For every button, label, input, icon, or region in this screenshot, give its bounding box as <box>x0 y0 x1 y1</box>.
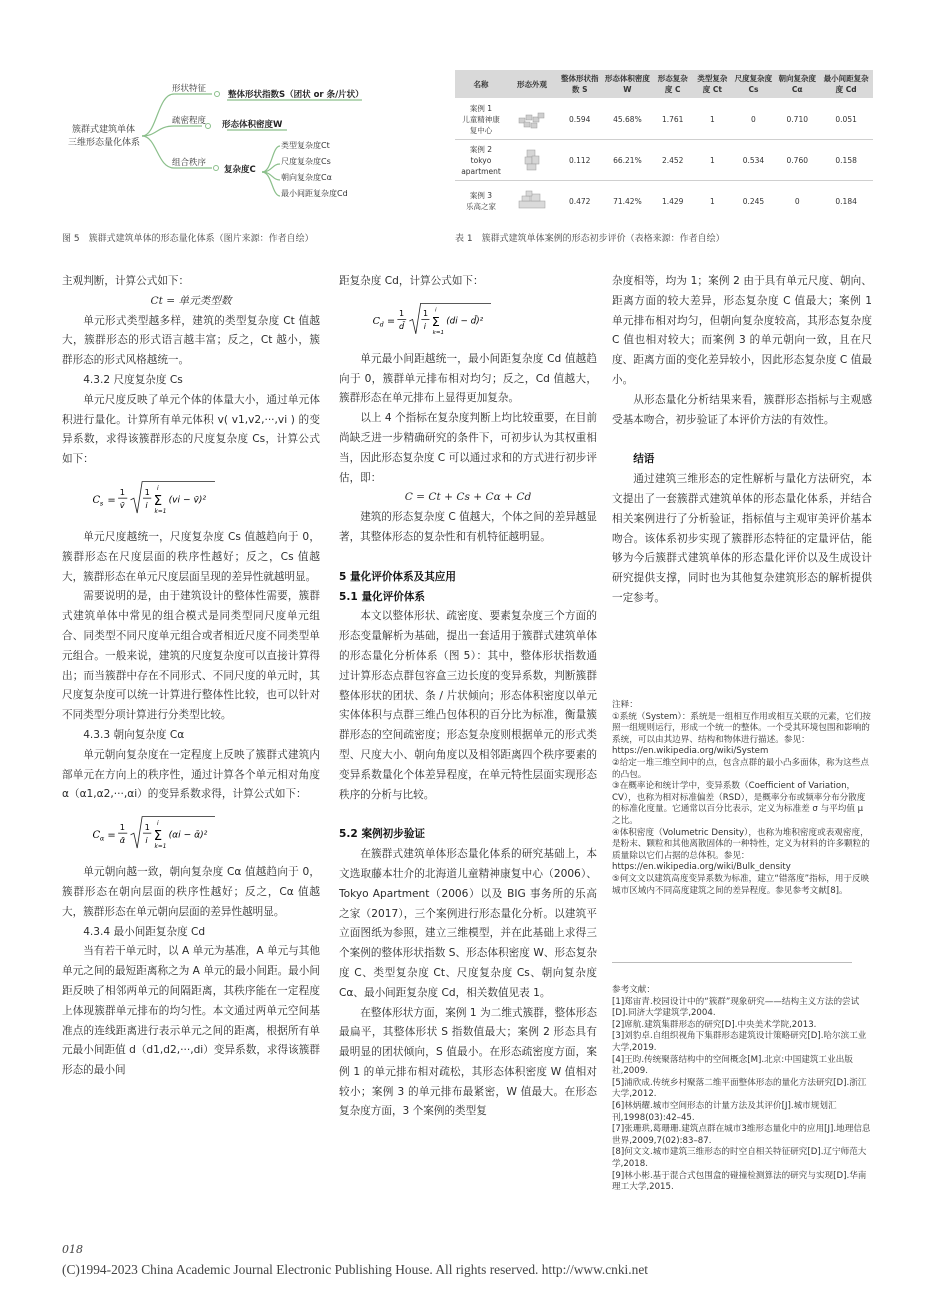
fig5-sub-type: 类型复杂度Ct <box>281 141 330 150</box>
svg-text:k=1: k=1 <box>154 509 167 516</box>
copyright-footer: (C)1994-2023 China Academic Journal Electronic Publishing House. All rights reserved. http://www.cnki.net <box>62 1262 648 1277</box>
svg-text:Σ: Σ <box>153 828 163 844</box>
fig5-root-line2: 三维形态量化体系 <box>68 138 141 148</box>
references-section <box>612 985 872 1194</box>
table-row <box>455 99 873 140</box>
table1-cell: 1 <box>693 140 732 181</box>
page-number: 018 <box>62 1243 83 1256</box>
svg-text:C: C <box>92 830 101 842</box>
svg-text:(di − d̄)²: (di − d̄)² <box>446 316 484 327</box>
note-item: ④体积密度（Volumetric Density），也称为堆积密度或表观密度，是粉末、颗粒和其他离散固体的一种特性，定义为材料的许多颗粒的质量除以它们占据的总体积。参见：https://en.wikipedia.org/wiki/Bulk_density <box>612 827 870 873</box>
table1-cell: 0.112 <box>557 140 602 181</box>
svg-text:ᾱ: ᾱ <box>119 835 126 846</box>
svg-text:i: i <box>157 485 159 492</box>
table1-header: 朝向复杂度 Cα <box>775 70 819 99</box>
reference-item: [4]王昀.传统聚落结构中的空间概念[M].北京:中国建筑工业出版社,2009. <box>612 1054 853 1077</box>
svg-text:1: 1 <box>119 821 126 832</box>
table1-cell: 71.42% <box>602 181 652 222</box>
divider <box>612 962 852 963</box>
table1-cell: 1.761 <box>652 99 693 140</box>
svg-text:d: d <box>379 320 384 329</box>
case1-thumbnail <box>507 99 557 140</box>
svg-text:(αi − ᾱ)²: (αi − ᾱ)² <box>168 830 208 841</box>
table1-cell: 1 <box>693 181 732 222</box>
case2-thumbnail <box>507 140 557 181</box>
formula-c-sum: C = Ct + Cs + Cα + Cd <box>404 491 532 504</box>
table1-cell: 0.184 <box>819 181 873 222</box>
table1-caption: 表 1 簇群式建筑单体案例的形态初步评价（表格来源：作者自绘） <box>455 234 725 244</box>
svg-text:i: i <box>423 321 427 331</box>
svg-text:k=1: k=1 <box>432 329 445 336</box>
table1-case-name: 案例 2 tokyo apartment <box>455 140 507 181</box>
svg-text:=: = <box>387 315 396 327</box>
reference-item: [2]席航.建筑集群形态的研究[D].中央美术学院,2013. <box>612 1019 817 1030</box>
paragraph: 需要说明的是，由于建筑设计的整体性需要，簇群式建筑单体中常见的组合模式是同类型同尺度单元组合、同类型不同尺度单元组合或者相近尺度不同类型单元组合。一般来说，建筑的尺度复杂度可以直接计算得出；而当簇群中存在不同形式、不同尺度的单元时，其尺度复杂度可以统一计算进行整体性比较，也可以针对不同类型分项计算进行分类型比较。 <box>62 590 320 722</box>
note-item: ①系统（System）：系统是一组相互作用或相互关联的元素，它们按照一组规则运行，形成一个统一的整体。一个受其环境包围和影响的系统，可以由其边界、结构和物体进行描述。参见：https://en.wikipedia.org/wiki/System <box>612 711 871 757</box>
fig5-complexity: 复杂度C <box>224 165 256 175</box>
notes-title: 注释： <box>612 700 638 710</box>
reference-item: [6]林炳耀.城市空间形态的计量方法及其评价[J].城市规划汇刊,1998(03):42–45. <box>612 1100 837 1123</box>
paragraph: 单元朝向越一致，朝向复杂度 Cα 值越趋向于 0，簇群形态在朝向层面的秩序性越好；反之，Cα 值越大，簇群形态在单元朝向层面的差异性越明显。 <box>62 866 320 918</box>
table1-header: 形态体积密度 W <box>602 70 652 99</box>
section-heading: 4.3.3 朝向复杂度 Cα <box>83 728 185 741</box>
svg-text:d̄: d̄ <box>399 321 405 331</box>
svg-text:1: 1 <box>144 821 150 832</box>
table1-cell: 0.760 <box>775 140 819 181</box>
table-row <box>455 181 873 222</box>
table1-cell: 0.051 <box>819 99 873 140</box>
fig5-volume-density: 形态体积密度W <box>222 120 283 130</box>
paragraph: 建筑的形态复杂度 C 值越大，个体之间的差异越显著，其整体形态的复杂性和有机特征越明显。 <box>339 511 597 543</box>
text-column-2 <box>339 272 597 1122</box>
svg-text:Σ: Σ <box>431 314 440 330</box>
reference-item: [5]浦欣成.传统乡村聚落二维平面整体形态的量化方法研究[D].浙江大学,2012. <box>612 1077 867 1100</box>
svg-text:Σ: Σ <box>153 493 163 509</box>
paragraph: 从形态量化分析结果来看，簇群形态指标与主观感受基本吻合，初步验证了本评价方法的有效性。 <box>612 393 872 426</box>
conclusion-heading: 结语 <box>633 453 655 466</box>
paragraph: 单元最小间距越统一，最小间距复杂度 Cd 值越趋向于 0，簇群单元排布相对均匀；反之，Cd 值越大，簇群形态在单元排布上显得更加复杂。 <box>339 352 597 405</box>
paragraph: 以上 4 个指标在复杂度判断上均比较重要，在目前尚缺乏进一步精确研究的条件下，可初步认为其权重相当，因此形态复杂度 C 可以通过求和的方式进行初步评估，即： <box>339 412 597 484</box>
paragraph: 通过建筑三维形态的定性解析与量化方法研究，本文提出了一套簇群式建筑单体的形态量化体系，并结合相关案例进行了分析验证，指标值与主观审美评价基本吻合。该体系初步实现了簇群形态特征的定量评估，能够为今后簇群式建筑单体的形态量化评价以及生成设计研究提供支撑，同时也为其他复杂建筑形态的解析提供一定参考。 <box>612 473 872 604</box>
reference-item: [3]刘豹卓.自组织视角下集群形态建筑设计策略研究[D].哈尔滨工业大学,2019. <box>612 1031 867 1053</box>
table1 <box>455 70 873 222</box>
table-row <box>455 140 873 181</box>
table1-case-name: 案例 3 乐高之家 <box>455 181 507 222</box>
svg-text:1: 1 <box>423 308 429 318</box>
table1-header: 最小间距复杂度 Cd <box>819 70 873 99</box>
table1-cell: 0.534 <box>732 140 776 181</box>
paragraph: 当有若干单元时，以 A 单元为基准，A 单元与其他单元之间的最短距离称之为 A 单元的最小间距。最小间距反映了相邻两单元的间隔距离，其秩序能在一定程度上体现簇群单元排布的均匀性。本文通过两单元空间基准点的连线距离进行表示单元之间的距离，根据所有单元最小间距值 d（d1,d2,···,di）变异系数，求得该簇群形态的最小间 <box>62 945 320 1077</box>
formula-calpha <box>62 805 292 863</box>
case3-thumbnail <box>507 181 557 222</box>
svg-text:α: α <box>99 834 105 843</box>
table1-header: 形态复杂度 C <box>652 70 693 99</box>
references-title: 参考文献： <box>612 985 655 995</box>
svg-text:1: 1 <box>399 308 405 318</box>
svg-text:i: i <box>145 835 148 846</box>
table1-cell: 45.68% <box>602 99 652 140</box>
table1-header-row <box>455 70 873 99</box>
formula-cd <box>339 292 569 350</box>
table1-cell: 0 <box>775 181 819 222</box>
figure5-tree-diagram <box>62 80 442 220</box>
svg-text:i: i <box>157 821 159 828</box>
svg-text:i: i <box>435 307 437 314</box>
paragraph: 本文以整体形状、疏密度、要素复杂度三个方面的形态变量解析为基础，提出一套适用于簇群式建筑单体的形态量化分析体系（图 5）：其中，整体形状指数通过计算形态点群包容盒三边长度的变异系数，判断簇群整体形状的团状、条 / 片状倾向；形态体积密度以单元实体体积与点群三维凸包体积的百分比为标准，衡量簇群形态的空间疏密度；形态复杂度则根据单元的形式类型、尺度大小、朝向角度以及相邻距离四个秩序要素的变异系数量化个体差异程度，在单元特性层面实现形态秩序的分析与比较。 <box>339 610 597 801</box>
paragraph: 单元朝向复杂度在一定程度上反映了簇群式建筑内部单元在方向上的秩序性，通过计算各个单元相对角度 α（α1,α2,···,αi）的变异系数求得，计算公式如下： <box>62 748 320 801</box>
fig5-shape-index: 整体形状指数S（团状 or 条/片状） <box>228 90 364 100</box>
fig5-cat-shape: 形状特征 <box>172 84 207 94</box>
svg-text:=: = <box>107 830 116 842</box>
table1-cell: 0 <box>732 99 776 140</box>
table1-header: 尺度复杂度 Cs <box>732 70 776 99</box>
table1-cell: 0.472 <box>557 181 602 222</box>
table1-header: 类型复杂度 Ct <box>693 70 732 99</box>
section-heading: 4.3.4 最小间距复杂度 Cd <box>83 925 206 938</box>
paragraph: 单元尺度反映了单元个体的体量大小，通过单元体积进行量化。计算所有单元体积 v( v1,v2,···,vi ) 的变异系数，求得该簇群形态的尺度复杂度 Cs，计算公式如下： <box>62 393 320 466</box>
formula-cs <box>62 470 292 528</box>
note-item: ⑤何文文以建筑高度变异系数为标准，建立“错落度”指标，用于反映城市区域内不同高度建筑之间的差异程度。参见参考文献[8]。 <box>612 873 870 896</box>
paragraph: 单元尺度越统一，尺度复杂度 Cs 值越趋向于 0，簇群形态在尺度层面的秩序性越好；反之，Cs 值越大，簇群形态在单元尺度层面呈现的差异性就越明显。 <box>62 530 320 583</box>
svg-text:s: s <box>99 499 104 508</box>
fig5-sub-distance: 最小间距复杂度Cd <box>281 189 348 198</box>
reference-item: [7]张珊珙,葛珊珊.建筑点群在城市3维形态量化中的应用[J].地理信息世界,2009,7(02):83–87. <box>612 1124 871 1146</box>
paragraph: 在整体形状方面，案例 1 为二维式簇群，整体形态最扁平，其整体形状 S 指数值最大；案例 2 形态具有最明显的团状倾向，S 值最小。在形态疏密度方面，案例 1 的单元排布相对疏松，其形态体积密度 W 值相对较小；案例 3 的单元排布最紧密，W 值最大。在形态复杂度方面，3 个案例的类型复 <box>339 1006 597 1118</box>
section-heading: 4.3.2 尺度复杂度 Cs <box>83 373 183 386</box>
paragraph: 主观判断，计算公式如下： <box>62 275 190 287</box>
note-item: ②给定一堆三维空间中的点，包含点群的最小凸多面体，称为这些点的凸包。 <box>612 757 869 780</box>
paragraph: 单元形式类型越多样，建筑的类型复杂度 Ct 值越大，簇群形态的形式语言越丰富；反之，Ct 越小，簇群形态的形式风格越统一。 <box>62 314 320 367</box>
fig5-cat-order: 组合秩序 <box>172 158 207 168</box>
svg-text:(vi − v̄)²: (vi − v̄)² <box>168 495 207 506</box>
fig5-sub-orientation: 朝向复杂度Cα <box>281 173 332 182</box>
reference-item: [9]林小彬.基于混合式包围盒的碰撞检测算法的研究与实现[D].华南理工大学,2015. <box>612 1170 867 1193</box>
fig5-sub-scale: 尺度复杂度Cs <box>281 157 331 166</box>
paragraph: 距复杂度 Cd，计算公式如下： <box>339 275 484 287</box>
note-item: ③在概率论和统计学中，变异系数（Coefficient of Variation，CV），也称为相对标准偏差（RSD），是概率分布或频率分布分散度的标准化度量。它通常以百分比表示，定义为标准差 σ 与平均值 μ 之比。 <box>612 781 866 826</box>
notes-section <box>612 700 872 897</box>
table1-header: 名称 <box>455 70 507 99</box>
svg-text:i: i <box>145 500 148 511</box>
formula-ct: Ct = 单元类型数 <box>150 294 232 307</box>
svg-text:v̄: v̄ <box>119 500 125 511</box>
reference-item: [8]何文文.城市建筑三维形态的时空自相关特征研究[D].辽宁师范大学,2018. <box>612 1147 867 1169</box>
paragraph: 在簇群式建筑单体形态量化体系的研究基础上，本文选取藤本壮介的北海道儿童精神康复中心（2006）、Tokyo Apartment（2006）以及 BIG 事务所的乐高之家（2017），三个案例进行形态量化分析。以建筑平立面图纸为参照，建立三维模型，并在此基础上求得三个案例的整体形状指数 S、形态体积密度 W、形态复杂度 C、类型复杂度 Ct、尺度复杂度 Cs、朝向复杂度 Cα、最小间距复杂度 Cd，相关数值见表 1。 <box>339 848 597 999</box>
table1-cell: 0.594 <box>557 99 602 140</box>
text-column-1 <box>62 272 320 1081</box>
table1-header: 整体形状指数 S <box>557 70 602 99</box>
reference-item: [1]郑宙青.校园设计中的“簇群”现象研究——结构主义方法的尝试[D].同济大学建筑学,2004. <box>612 996 860 1019</box>
svg-text:1: 1 <box>144 486 150 497</box>
svg-text:C: C <box>92 495 101 507</box>
section-heading-5-2: 5.2 案例初步验证 <box>339 828 426 841</box>
text-column-3 <box>612 272 872 609</box>
svg-text:k=1: k=1 <box>154 844 167 851</box>
svg-text:C: C <box>372 315 380 327</box>
table1-cell: 1 <box>693 99 732 140</box>
svg-text:1: 1 <box>119 486 126 497</box>
table1-header: 形态外观 <box>507 70 557 99</box>
paragraph: 杂度相等，均为 1；案例 2 由于具有单元尺度、朝向、距离方面的较大差异，形态复杂度 C 值最大；案例 1 单元排布相对均匀，但朝向复杂度较高，其形态复杂度 C 值也相对较大；而案例 3 的单元朝向一致，且在尺度、距离方面的变化差异较小，因此形态复杂度 C 值最小。 <box>612 275 872 386</box>
table1-cell: 66.21% <box>602 140 652 181</box>
table1-case-name: 案例 1 儿童精神康 复中心 <box>455 99 507 140</box>
table1-cell: 2.452 <box>652 140 693 181</box>
table1-cell: 1.429 <box>652 181 693 222</box>
section-heading-5: 5 量化评价体系及其应用 <box>339 570 456 583</box>
section-heading-5-1: 5.1 量化评价体系 <box>339 590 426 603</box>
fig5-root-line1: 簇群式建筑单体 <box>72 125 136 135</box>
fig5-cat-density: 疏密程度 <box>172 116 207 126</box>
table1-cell: 0.710 <box>775 99 819 140</box>
table1-cell: 0.158 <box>819 140 873 181</box>
figure5-caption: 图 5 簇群式建筑单体的形态量化体系（图片来源：作者自绘） <box>62 234 314 244</box>
table1-cell: 0.245 <box>732 181 776 222</box>
svg-text:=: = <box>107 495 116 507</box>
